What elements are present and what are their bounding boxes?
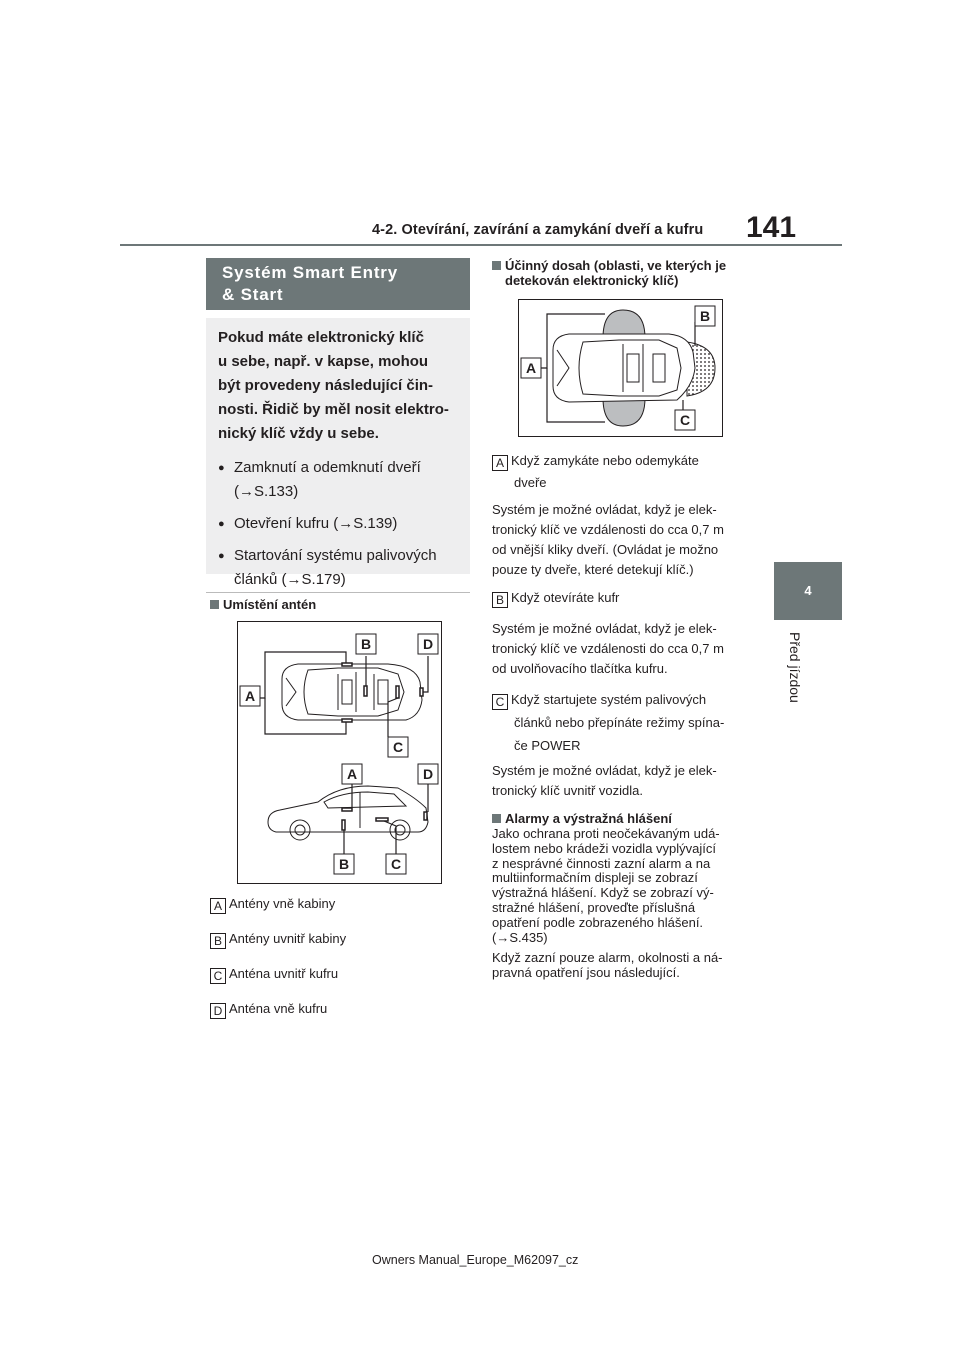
intro-text-line: být provedeny následující čin- — [218, 377, 434, 394]
legend-text: Anténa uvnitř kufru — [229, 966, 339, 981]
desc-line: tronický klíč ve vzdálenosti do cca 0,7 m — [492, 522, 724, 537]
chapter-tab[interactable]: 4 — [774, 562, 842, 620]
callout-a: A — [526, 360, 537, 376]
range-heading-line: detekován elektronický klíč) — [505, 273, 679, 288]
range-item-c-desc — [492, 761, 717, 801]
desc-line: Systém je možné ovládat, když je elek- — [492, 502, 717, 517]
alarms-paragraph — [492, 827, 720, 945]
column-divider — [206, 592, 470, 593]
car-side-view — [268, 786, 428, 840]
car-top-view — [282, 664, 422, 720]
legend-key: C — [210, 968, 226, 984]
section-title-line2: & Start — [222, 285, 284, 304]
callout-a: A — [347, 766, 358, 782]
antenna-heading — [210, 597, 316, 612]
intro-text-line: u sebe, např. v kapse, mohou — [218, 353, 429, 370]
para-line: výstražná hlášení. Když se zobrazí vý- — [492, 885, 714, 901]
desc-line: od vnější kliky dveří. (Ovládat je možno — [492, 542, 719, 557]
legend-key: B — [210, 933, 226, 949]
desc-line: tronický klíč ve vzdálenosti do cca 0,7 m — [492, 641, 724, 656]
chapter-tab-label: Před jízdou — [787, 632, 803, 703]
legend-text: Antény uvnitř kabiny — [229, 931, 347, 946]
range-item-title: dveře — [514, 475, 547, 490]
header-divider — [120, 244, 842, 246]
legend-item — [210, 896, 335, 914]
alarms-heading — [492, 811, 672, 826]
intro-text-line: Pokud máte elektronický klíč — [218, 329, 424, 346]
callout-b: B — [339, 856, 350, 872]
document-footer: Owners Manual_Europe_M62097_cz — [372, 1253, 579, 1267]
callout-c: C — [393, 739, 404, 755]
legend-key: A — [492, 455, 508, 471]
antenna-marks-top — [342, 663, 423, 722]
range-item-a-desc — [492, 500, 724, 580]
intro-text — [218, 326, 462, 446]
para-line: opatření podle zobrazeného hlášení. — [492, 914, 704, 930]
list-item — [218, 512, 462, 536]
range-item-b — [492, 590, 619, 608]
antenna-heading-text: Umístění antén — [223, 597, 317, 612]
range-item-title: Když otevíráte kufr — [511, 590, 620, 605]
callout-b: B — [361, 636, 372, 652]
intro-text-line: nosti. Řidič by měl nosit elektro- — [218, 401, 449, 418]
range-item-title: če POWER — [514, 738, 581, 753]
page-reference-link[interactable]: ● Otevření kufru (→S.139) — [234, 515, 398, 532]
range-item-title: Když startujete systém palivových — [511, 692, 707, 707]
para-line: z nesprávné činnosti zazní alarm a na — [492, 855, 711, 871]
page-reference-link[interactable]: článků (→S.179) — [234, 571, 346, 588]
square-bullet-icon — [210, 600, 219, 609]
legend-item — [210, 966, 338, 984]
alarms-heading-text: Alarmy a výstražná hlášení — [505, 811, 672, 826]
feature-list — [218, 456, 462, 592]
effective-range-figure — [518, 299, 723, 437]
desc-line: Systém je možné ovládat, když je elek- — [492, 621, 717, 636]
figure-callouts — [240, 634, 438, 874]
car-top-view — [553, 334, 695, 402]
range-heading — [492, 258, 726, 288]
range-item-c — [492, 688, 724, 757]
list-item-line: ● Startování systému palivových — [234, 547, 437, 564]
para-line: stražné hlášení, proveďte příslušná — [492, 899, 696, 915]
callout-a: A — [245, 688, 256, 704]
list-item — [218, 544, 462, 592]
para-line: Jako ochrana proti neočekávaným udá- — [492, 826, 720, 841]
para-line: pravná opatření jsou následující. — [492, 964, 680, 980]
callout-c: C — [391, 856, 402, 872]
callout-d: D — [423, 766, 434, 782]
callout-d: D — [423, 636, 434, 652]
legend-key: A — [210, 898, 226, 914]
range-item-title: Když zamykáte nebo odemykáte — [511, 453, 699, 468]
page-number: 141 — [746, 211, 797, 244]
callout-c: C — [680, 412, 691, 428]
antenna-marks-side — [342, 808, 427, 830]
callout-b: B — [700, 308, 711, 324]
legend-text: Antény vně kabiny — [229, 896, 336, 911]
desc-line: pouze ty dveře, které detekují klíč.) — [492, 562, 694, 577]
intro-text-line: nický klíč vždy u sebe. — [218, 425, 379, 442]
chapter-title: 4-2. Otevírání, zavírání a zamykání dveří a kufru — [372, 222, 704, 238]
range-item-title: článků nebo přepínáte režimy spína- — [514, 715, 725, 730]
desc-line: Systém je možné ovládat, když je elek- — [492, 763, 717, 778]
antenna-location-figure — [237, 621, 442, 884]
para-line: Když zazní pouze alarm, okolnosti a ná- — [492, 950, 723, 965]
desc-line: tronický klíč uvnitř vozidla. — [492, 783, 643, 798]
legend-key: C — [492, 694, 508, 710]
legend-key: B — [492, 592, 508, 608]
list-item — [218, 456, 462, 504]
legend-text: Anténa vně kufru — [229, 1001, 328, 1016]
range-heading-line: Účinný dosah (oblasti, ve kterých je — [505, 258, 727, 273]
para-line: multiinformačním displeji se zobrazí — [492, 870, 698, 886]
page-reference-link[interactable]: (→S.435) — [492, 929, 548, 945]
section-title — [206, 258, 470, 310]
intro-box — [206, 318, 470, 588]
range-item-b-desc — [492, 619, 724, 679]
section-title-line1: Systém Smart Entry — [222, 263, 398, 282]
desc-line: od uvolňovacího tlačítka kufru. — [492, 661, 668, 676]
para-line: lostem nebo krádeži vozidla vyplývající — [492, 840, 716, 856]
alarms-paragraph — [492, 951, 723, 981]
legend-item — [210, 931, 346, 949]
square-bullet-icon — [492, 261, 501, 270]
list-item-line: ● Zamknutí a odemknutí dveří — [234, 459, 421, 476]
page-reference-link[interactable]: (→S.133) — [234, 483, 299, 500]
legend-item — [210, 1001, 327, 1019]
range-item-a — [492, 450, 699, 494]
legend-key: D — [210, 1003, 226, 1019]
square-bullet-icon — [492, 814, 501, 823]
